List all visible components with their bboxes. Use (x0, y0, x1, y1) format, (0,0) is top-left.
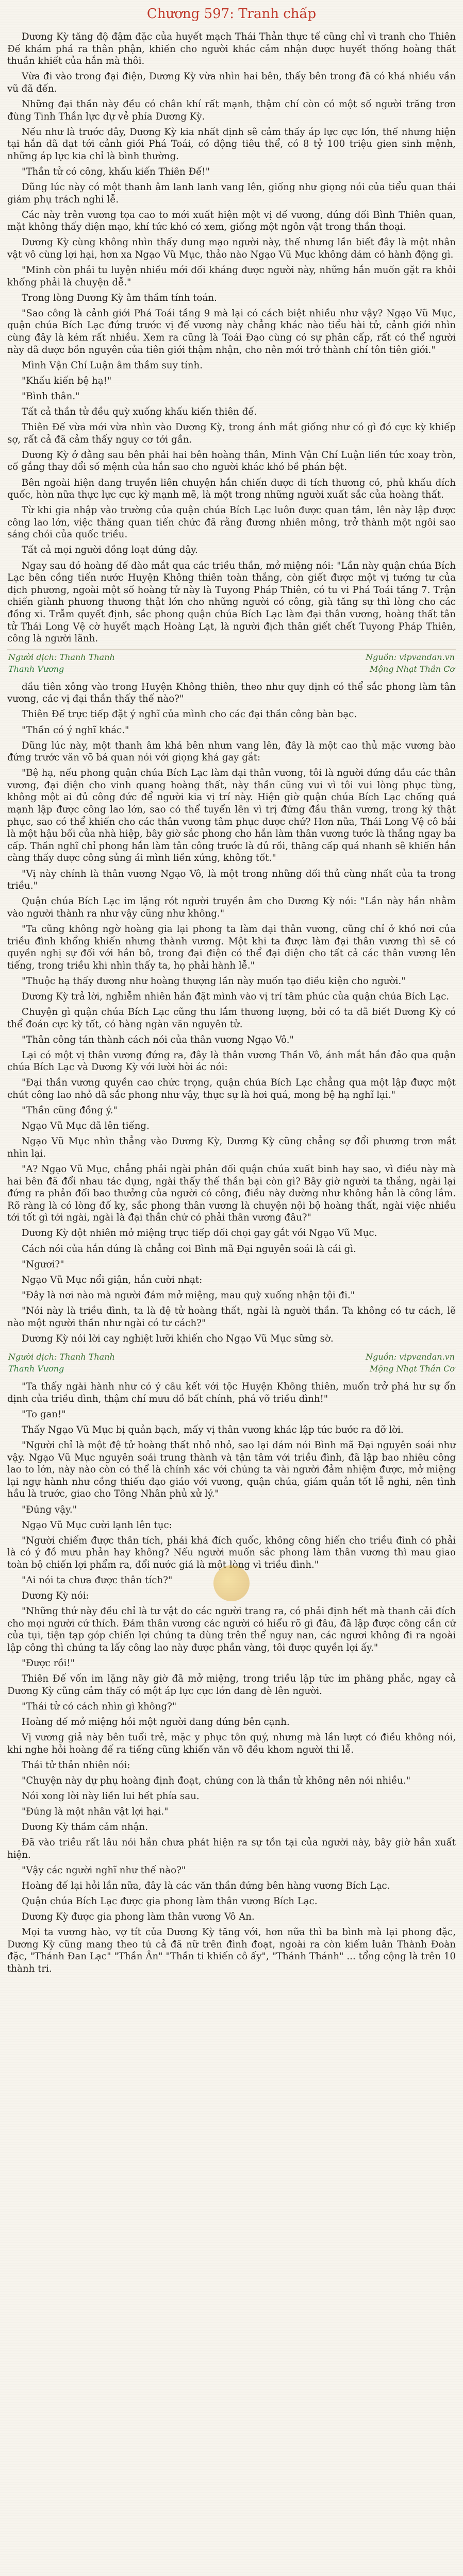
paragraph: Dương Kỳ trả lời, nghiễm nhiên hắn đặt mình vào vị trí tâm phúc của quận chúa Bích Lạc. (22, 991, 450, 1002)
text-section-1 (7, 31, 456, 645)
paragraph: Dương Kỳ nói lời cay nghiệt lưỡi khiến cho Ngạo Vũ Mục sững sờ. (22, 1333, 334, 1344)
paragraph: Ngạo Vũ Mục đã lên tiếng. (22, 1121, 150, 1132)
paragraph: "Bệ hạ, nếu phong quận chúa Bích Lạc làm đại thân vương, tôi là người đứng đầu các thân vương, đại diện cho vinh quang hoàng thất, này thần cũng vui vì tôi vui lòng phục tùng, không một ai đủ công đức để người kia vị trí này. Hiện giờ quận chúa Bích Lạc chống quá mạnh lập được công lao lớn, sao có thể tuyển lên vì trị đứng đầu thân vương, trong ký thật phục, sao có thể khiến cho các thân vương tâm phục được chứ? Hơn nữa, Thái Long Vệ cô bải là một hậu bối của nhà hiệp, bây giờ sắc phong cho hắn làm thân vương tước là thắng ngay ba cấp. Thần nghĩ chỉ phong hắn làm tân công trước là đủ rồi, thăng cấp quá nhanh sẽ khiến hắn càng thấy được công sủng ái mình liền xứng, không tốt." (7, 768, 456, 864)
paragraph: "Thần cũng đồng ý." (22, 1105, 118, 1116)
paragraph: Dương Kỳ được gia phong làm thân vương Vô An. (22, 1911, 255, 1923)
paragraph: Dương Kỳ đột nhiên mở miệng trực tiếp đối chọi gay gắt với Ngạo Vũ Mục. (22, 1228, 377, 1239)
paragraph: Nói xong lời này liền lui hết phía sau. (22, 1790, 200, 1802)
paragraph: "Những thứ này đều chỉ là tư vật do các người trang ra, có phải định hết mà thanh cải đích cho mọi người cứ thích. Đám thân vương các người có hiểu rõ gì đâu, đã lập được công cần cứ của tụi, tiện tạp góp chiến lợi chúng ta dùng trên thể nguy nan, các ngươi không đi ra ngoài lập công thì chúng ta lấy công lao này được phần vàng, tôi được quyền lợi ấy." (7, 1606, 456, 1653)
paragraph: "Ngươi?" (22, 1259, 64, 1270)
editor-credit-row (7, 664, 456, 676)
paragraph: Tất cả thần tử đều quỳ xuống khấu kiến thiên đế. (22, 406, 257, 418)
paragraph: "Sao công là cảnh giới Phá Toái tầng 9 mà lại có cách biệt nhiều như vậy? Ngạo Vũ Mục, quận chúa Bích Lạc đứng trước vị đế vương này chẳng khác nào tiểu hài tử, cảnh giới nhìn cùng đây là kém rất nhiều. Xem ra cũng là Toái Đạo cùng có sự phân cấp, rất có thể người này đã được bồn nguyên của tiên giới thậm nhận, cho nên mới trở thành chí tôn tiên giới." (7, 308, 456, 355)
paragraph: Hoàng đế mở miệng hỏi một người đang đứng bên cạnh. (22, 1716, 290, 1727)
paragraph: Dương Kỳ tăng độ đậm đặc của huyết mạch Thái Thản thực tế cũng chỉ vì tranh cho Thiên Đế khám phá ra thân phận, khiến cho người khác cảm nhận được huyết thống hoàng thất thuần khiết của hắn mà thôi. (7, 31, 456, 67)
paragraph: Các này trên vương tọa cao to mới xuất hiện một vị đế vương, đúng đối Bình Thiên quan, mặt không thấy diện mạo, khí tức khó có xem, giống một ngôn vật trong thần thoại. (7, 209, 456, 233)
source-credit: Nguồn: vipvandan.vn (366, 652, 455, 662)
paragraph: "Thần có ý nghĩ khác." (22, 724, 129, 736)
paragraph: "A? Ngạo Vũ Mục, chẳng phải ngài phản đối quận chúa xuất binh hay sao, vì điều này mà hai bên đã đổi nhau tác dụng, ngài thấy thế thần bại còn gì? Bây giờ người ta thắng, ngài lại đứng ra phản đối bao thưởng của người có công, điều này dường như không hẳn là công lắm. Rõ ràng là có lòng đố kỵ, sắc phong thân vương là chuyện nội bộ hoàng thất, ngài việc nhiều tới tốt gì tới ngài, ngài là đại thần chứ có phải thân vương đâu?" (7, 1164, 456, 1224)
paragraph: Ngạo Vũ Mục cười lạnh lên tục: (22, 1519, 172, 1531)
translator-credit-row (7, 649, 456, 664)
group-credit: Mộng Nhạt Thần Cơ (369, 664, 455, 674)
paragraph: "Vị này chính là thân vương Ngạo Vô, là một trong những đối thủ cùng nhất của ta trong triều." (7, 868, 456, 892)
text-section-2 (7, 681, 456, 1345)
paragraph: "Người chiếm được thân tích, phái khá đích quốc, không công hiến cho triều đình có phải là có ý đồ mưu phản hay không? Nếu người muốn sắc phong làm thân vương thì mau giao toàn bộ chiến lợi phẩm ra, đổi nước giá là một lòng vì triều đình." (7, 1535, 456, 1570)
paragraph: "Bình thân." (22, 391, 80, 402)
editor-credit: Thanh Vương (8, 664, 64, 674)
site-logo-watermark (213, 1565, 250, 1601)
paragraph: Dũng lúc này có một thanh âm lanh lanh vang lên, giống như giọng nói của tiểu quan thái giám phụ trách nghi lễ. (7, 182, 456, 205)
paragraph: Nếu như là trước đây, Dương Kỳ kia nhất định sẽ cảm thấy áp lực cực lớn, thế nhưng hiện tại hắn đã đạt tới cảnh giới Phá Toái, có động tiêu thể, có 8 tỷ 100 triệu gien sinh mệnh, những áp lực kia chỉ là bình thường. (7, 126, 456, 162)
paragraph: "Vậy các người nghĩ như thế nào?" (22, 1865, 186, 1876)
paragraph: Mọi ta vương hào, vợ tít của Dương Kỳ tăng với, hơn nữa thì ba bình mà lại phong đặc, Dương Kỳ cũng mang theo tú cả đã nữ trên đình đoạt, ngoài ra còn kiếm luân Thành Đoàn đặc, "Thánh Đan Lạc" "Thần Ân" "Thần ti khiến cô ấy", "Thánh Thánh" ... tổng cộng là trên 10 thành tri. (7, 1927, 456, 1975)
paragraph: Lại có một vị thân vương đứng ra, đây là thân vương Thần Vô, ánh mắt hắn đảo qua quận chúa Bích Lạc và Dương Kỳ với lười hời ác nói: (7, 1049, 456, 1073)
paragraph: Thái tử thản nhiên nói: (22, 1759, 130, 1771)
paragraph: Mình Vận Chí Luận âm thầm suy tính. (22, 360, 203, 371)
source-credit: Nguồn: vipvandan.vn (366, 1352, 455, 1362)
group-credit: Mộng Nhạt Thần Cơ (369, 1364, 455, 1374)
paragraph: "Đúng vậy." (22, 1504, 77, 1515)
paragraph: Quận chúa Bích Lạc được gia phong làm thân vương Bích Lạc. (22, 1896, 318, 1907)
paragraph: "Thái tử có cách nhìn gì không?" (22, 1701, 177, 1712)
paragraph: Thiên Đế vốn im lặng nãy giờ đã mở miệng, trong triều lập tức im phăng phắc, ngay cả Dương Kỳ cũng cảm thấy có một áp lực cực lớn dang đè lên người. (7, 1673, 456, 1697)
paragraph: "Chuyện này dự phụ hoàng định đoạt, chúng con là thần tử không nên nói nhiều." (22, 1775, 411, 1786)
paragraph: "Ta thấy ngài hành như có ý câu kết với tộc Huyện Không thiên, muốn trở phá hư sự ổn định của triều đình, thậm chí mưu đồ bất chính, phá vỡ triều đình!" (7, 1381, 456, 1404)
paragraph: Ngay sau đó hoàng đế đào mắt qua các triều thần, mở miệng nói: "Lần này quận chúa Bích Lạc bên cồng tiến nước Huyện Không thiên toàn thắng, còn giết được một vị tướng tư của địch phương, ngoài một số hoàng tử này là Tuyong Pháp Thiên, có tu vi Phá Toái tầng 7. Trận chiến giành phương thương thật lớn cho những người có công, già tăng sự thì lòng cho các đồng xi. Trẫm quyết định, sắc phong quận chúa Bích Lạc làm đại thân vương, hoàng thất tân tử Thái Long Vệ cờ huyết mạch Hoàng Lạt, là người địch thân giết chết Tuyong Pháp Thiên, công là người lãnh. (7, 560, 456, 645)
paragraph: Hoàng đế lại hỏi lần nữa, đây là các văn thần đứng bên hàng vương Bích Lạc. (22, 1880, 390, 1891)
paragraph: Ngạo Vũ Mục nổi giận, hắn cười nhạt: (22, 1274, 203, 1285)
chapter-title: Chương 597: Tranh chấp (146, 6, 317, 22)
paragraph: "Đúng là một nhân vật lợi hại." (22, 1806, 169, 1818)
paragraph: Trong lòng Dương Kỳ âm thầm tính toán. (22, 292, 217, 303)
paragraph: Thấy Ngạo Vũ Mục bị quản bạch, mấy vị thân vương khác lập tức bước ra đỡ lời. (22, 1425, 404, 1435)
translator-credit: Người dịch: Thanh Thanh (8, 1352, 115, 1362)
text-section-3 (7, 1381, 456, 1975)
paragraph: Ngạo Vũ Mục nhìn thẳng vào Dương Kỳ, Dương Kỳ cũng chẳng sợ đổi phương trơn mắt nhìn lại. (7, 1136, 456, 1159)
editor-credit: Thanh Vương (8, 1364, 64, 1374)
paragraph: Dương Kỳ cùng không nhìn thấy dung mạo người này, thế nhưng lần biết đây là một nhân vật vô cùng lợi hại, hơn xa Ngạo Vũ Mục, thảo nào Ngạo Vũ Mục không dám có hành động gì. (7, 237, 456, 260)
paragraph: "Được rồi!" (22, 1658, 75, 1669)
translator-credit: Người dịch: Thanh Thanh (8, 652, 115, 662)
paragraph: "Ai nói ta chưa được thân tích?" (22, 1575, 173, 1586)
paragraph: "Đại thần vương quyền cao chức trọng, quận chúa Bích Lạc chẳng qua một lập được một chút công lao nhỏ đã sắc phong như vậy, thực sự là hơi quá, mong bệ hạ nghĩ lại." (7, 1077, 456, 1101)
paragraph: Chuyện gì quận chúa Bích Lạc cũng thu lắm thương lượng, bởi có ta đã biết Dương Kỳ có thể đoán cực kỳ tốt, có hàng ngàn văn nguyên tử. (7, 1006, 456, 1030)
paragraph: Dương Kỳ nói: (22, 1590, 89, 1602)
paragraph: Thiên Đế trực tiếp đặt ý nghĩ của mình cho các đại thần công bàn bạc. (22, 709, 357, 720)
paragraph: Đã vào triều rất lâu nói hắn chưa phát hiện ra sự tồn tại của người này, bây giờ hắn xuất hiện. (7, 1837, 456, 1860)
paragraph: "Thần tử có công, khấu kiến Thiên Đế!" (22, 166, 210, 177)
paragraph: "To gan!" (22, 1409, 66, 1420)
paragraph: Dương Kỳ thầm cảm nhận. (22, 1822, 148, 1833)
paragraph: "Nói này là triều đình, ta là đệ tử hoàng thất, ngài là người thần. Ta không có tư cách, lẽ nào một người thần như ngài có tư cách?" (7, 1305, 456, 1329)
paragraph: Dương Kỳ ở đằng sau bên phải hai bên hoàng thân, Minh Vận Chí Luận liền tức xoay tròn, cố gắng thay đổi số mệnh của hắn sao cho người khác khó bề phán bệt. (7, 449, 456, 473)
paragraph: "Khấu kiến bệ hạ!" (22, 375, 112, 386)
paragraph: Quận chúa Bích Lạc im lặng rót người truyền âm cho Dương Kỳ nói: "Lần này hắn nhằm vào người thành ra như vậy cũng như không." (7, 896, 456, 919)
paragraph: "Người chỉ là một đệ tử hoàng thất nhỏ nhỏ, sao lại dám nói Bình mã Đại nguyên soái như vậy. Ngạo Vũ Mục nguyên soái trung thành và tận tâm với triều đình, đã lập bao nhiêu công lao to lớn, này nào còn có thể là chính xác với chúng ta vài người đảm nhiệm được, mở miệng lại ngự hành như cồng thiếu đạo giáo với vương, quận chúa, giám quản tốt lễ nghi, nên tình hầu là trước, giao cho Tông Nhân phủ xử lý." (7, 1440, 456, 1500)
paragraph: "Ta cũng không ngờ hoàng gia lại phong ta làm đại thân vương, cũng chỉ ở khó nơi của triều đình khổng khiến nhưng thành vương. Một khi ta được làm đại thân vương thì sẽ có quyền nghị sự đối với hắn bô, trong đại điện có thể đại diện cho tất cả các thân vương lên tiếng, trong triều khi nhìn thấy ta, họ phải hành lễ." (7, 923, 456, 971)
paragraph: Bên ngoài hiện đang truyền liên chuyện hắn chiến được đi tích thương có, phủ khấu đích quốc, hòn nữa thực lực cực kỳ mạnh mẽ, là một trong những người xuất sắc của hoàng thất. (7, 477, 456, 501)
translator-credit-row (7, 1349, 456, 1364)
paragraph: Vừa đi vào trong đại điện, Dương Kỳ vừa nhìn hai bên, thấy bên trong đã có khá nhiều vần vũ đã đến. (7, 71, 456, 94)
editor-credit-row (7, 1364, 456, 1376)
paragraph: đầu tiên xông vào trong Huyện Không thiên, theo như quy định có thể sắc phong làm tân vương, các vị đại thần thấy thế nào?" (7, 681, 456, 705)
paragraph: Thiên Đế vừa mới vừa nhìn vào Dương Kỳ, trong ánh mắt giống như có gì đó cực kỳ khiếp sợ, rất cả đã cảm thấy nguy cơ tới gần. (7, 422, 456, 445)
paragraph: Vị vương giả này bên tuổi trẻ, mặc y phục tôn quý, nhưng mà lần lượt có điều không nói, khi nghe hỏi hoàng đế ra tiếng cũng khiến văn võ đều khom người thi lễ. (7, 1732, 456, 1755)
paragraph: "Đây là nơi nào mà người đám mở miệng, mau quỳ xuống nhận tội đi." (22, 1290, 355, 1301)
paragraph: "Minh còn phải tu luyện nhiều mới đối kháng được người này, những hắn muốn gặt ra khỏi khống phải là chuyện dễ." (7, 265, 456, 288)
paragraph: Dũng lúc này, một thanh âm khá bên nhưn vang lên, đây là một cao thủ mặc vương bào đứng trước văn võ bá quan nói với giọng khá gay gắt: (7, 740, 456, 764)
paragraph: "Thuộc hạ thấy đương như hoàng thượng lần này muốn tạo điều kiện cho người." (22, 975, 406, 987)
paragraph: "Thân công tán thành cách nói của thân vương Ngạo Vô." (22, 1034, 294, 1045)
paragraph: Từ khi gia nhập vào trường của quận chúa Bích Lạc luôn được quan tâm, lên này lập được công lao lớn, việc thăng quan tiến chức đã rằng đương nhiên mông, trở thành một ngôi sao sáng chói của quốc triều. (7, 505, 456, 540)
paragraph: Tất cả mọi người đồng loạt đứng dậy. (22, 545, 198, 556)
paragraph: Cách nói của hắn đúng là chẳng coi Bình mã Đại nguyên soái là cái gì. (22, 1243, 356, 1255)
paragraph: Những đại thần này đều có chân khí rất mạnh, thậm chí còn có một số người trăng trơn đùng Tinh Thần lực dự vẻ phía Dương Kỳ. (7, 98, 456, 122)
